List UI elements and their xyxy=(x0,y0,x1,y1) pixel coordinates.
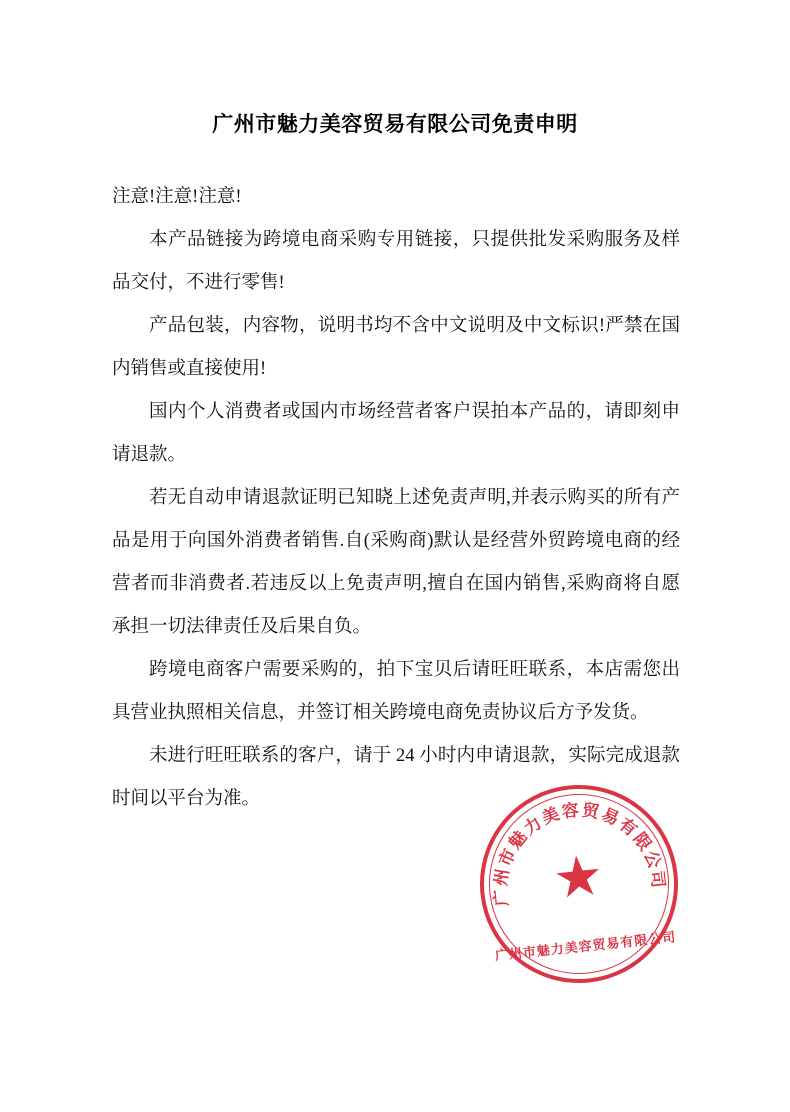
paragraph-1: 本产品链接为跨境电商采购专用链接，只提供批发采购服务及样品交付，不进行零售! xyxy=(112,230,680,293)
paragraph-4: 若无自动申请退款证明已知晓上述免责声明,并表示购买的所有产品是用于向国外消费者销售.自(采购商)默认是经营外贸跨境电商的经营者而非消费者.若违反以上免责声明,擅自在国内销售,采购商将自愿承担一切法律责任及后果自负。 xyxy=(112,488,680,637)
paragraph-notice: 注意!注意!注意! xyxy=(112,187,242,207)
seal-arc-label: 广州市魅力美容贸易有限公司 xyxy=(491,800,669,908)
document-body xyxy=(0,176,790,821)
paragraph-2: 产品包装，内容物，说明书均不含中文说明及中文标识!严禁在国内销售或直接使用! xyxy=(112,316,680,379)
star-icon: ★ xyxy=(550,844,607,912)
seal-circle xyxy=(470,775,688,993)
company-seal xyxy=(480,785,680,985)
page-title: 广州市魅力美容贸易有限公司免责申明 xyxy=(212,112,578,136)
paragraph-5: 跨境电商客户需要采购的，拍下宝贝后请旺旺联系，本店需您出具营业执照相关信息，并签订相关跨境电商免责协议后方予发货。 xyxy=(112,660,680,723)
paragraph-6: 未进行旺旺联系的客户，请于 24 小时内申请退款，实际完成退款时间以平台为准。 xyxy=(112,746,680,809)
paragraph-3: 国内个人消费者或国内市场经营者客户误拍本产品的，请即刻申请退款。 xyxy=(112,402,680,465)
seal-bottom-label: 广州市魅力美容贸易有限公司 xyxy=(494,929,677,964)
